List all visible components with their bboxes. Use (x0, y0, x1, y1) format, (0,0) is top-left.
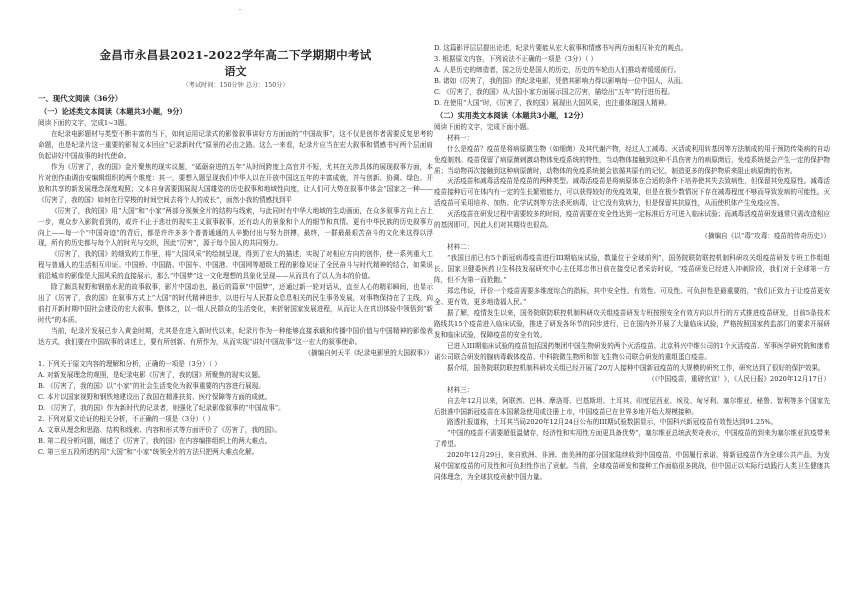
question-2: 2. 下列对原文论证的相关分析，不正确的一项是（3分）（ ） (38, 414, 215, 423)
question-1-option-a: A. 对新发展理念的观照，是纪录电影《厉害了，我的国》所聚焦的现实议题。 (38, 370, 265, 379)
passage-paragraph: 《厉害了，我的国》用“大国”和“小家”两部分视频全片的结构与线索，与此同时有中华大地域的生动画面，在众多叙事方向上占上一步，观众步入影院看到的，或许不止于悲壮的现实主义叙事叙事，还有动人的景象和个人的细节和真情。更有中华民族的历史叙事方向上——每一个“中国奇迹”的背后，都是许许多多个普普通通的人辛勤付出与努力拼搏，最终，一群最最艰苦奋斗的文化来这得以浮现，所有的历史都与每个人的时光与交织，因此“厉害”，源于每个国人的共同努力。 (38, 206, 433, 248)
question-3: 3. 根据原文内容，下列说法不正确的一项是（3分）（ ） (434, 54, 598, 63)
question-1-option-d: D. 《厉害了，我的国》作为新时代的记录者，则强化了纪录影像叙事的“中国故事”。 (38, 403, 285, 412)
material-paragraph: 已进入III期临床试验的疫苗包括国药集团中国生物研发的两个灭活疫苗、北京科兴中维公司的1个灭活疫苗、军事医学研究院和康希诺公司联合研发的腺病毒载体疫苗、中科院微生物所和智飞生物公司联合研发的重组蛋白疫苗。 (434, 341, 830, 361)
question-1: 1. 下列关于原文内容的理解和分析，正确的一项是（3分）（ ） (38, 359, 221, 368)
left-column (38, 92, 433, 458)
material-paragraph: 灭活疫苗和减毒活疫苗是疫苗的两种类型。减毒活疫苗是将病原体在合适的条件下培养使其失去致病性，但保留其免疫原性。减毒活疫苗接种后可在体内有一定的生长繁殖能力，可以获得较好的免疫效果，但是在极少数情况下存在减毒程度不够而导致发病的可能性。灭活疫苗可采用培养、加热、化学试剂等方法杀死病毒，让它没有致病力，但是保留其抗原性，从而使机体产生免疫应答。 (434, 177, 830, 208)
material-3-label: 材料三： (447, 385, 474, 394)
exam-meta: （考试时间：150分钟 总分：150分） (182, 82, 289, 89)
material-2-label: 材料二： (447, 243, 474, 252)
question-3-option-c: C. 《厉害了，我的国》从大国小家方面展示国之厉害，描绘出“五年”的行进历程。 (434, 87, 674, 96)
material-paragraph: 什么是疫苗？疫苗是将病原微生物（如细菌）及其代谢产物，经过人工减毒、灭活或利用转基因等方法制成的用于预防传染病的自动免疫制剂。疫苗保留了病原菌刺激动物体免疫系统的特性，当动物体接触到这种不具伤害力的病原菌后，免疫系统便会产生一定的保护物质；当动物再次接触到这种病原菌时，动物体的免疫系统便会依循其原有的记忆，制造更多的保护物质来阻止病原菌的伤害。 (434, 144, 830, 175)
material-paragraph: “中国的疫苗不需要超低温储存，经济性和实用性方面更具备优势”，塞尔维亚总统武契奇表示，中国疫苗的到来为塞尔维亚抗疫带来了希望。 (434, 429, 830, 449)
question-3-option-b: B. 诸如《厉害了，我的国》的纪录电影，凭借其影响力得以影响每一位中国人，从而。 (434, 76, 688, 85)
passage-paragraph: 《厉害了，我的国》的细致的工作里，将“大国风采”的绘制呈现，得到了宏大的描述，实现了对相应方向的创作，使一系列重大工程与普通人的生活相互印证。中国桥、中国路、中国车、中国港、中国网等超级工程的影像见证了全民奋斗与时代精神的结合，如果说前沿城市的影像是大国风采的直接展示，那么“中国梦”这一文化理想的具象化呈现——从而具有了以人为本的价值。 (38, 250, 433, 281)
right-column (434, 43, 830, 483)
question-2-option-a: A. 文章从理念和思路、结构和线索、内容和形式等方面评价了《厉害了，我的国》。 (38, 425, 282, 434)
passage-paragraph: 在纪录电影题材与类型不断丰富的当下，如何运用记录式的影像叙事讲好方方面面的“中国故事”，这不仅是创作者需要反复思考的命题，也是纪录片这一重要的影视文本回应“记录新时代”原景的必由之路。这么一来看，纪录片应当在宏大叙事和情感书写两个层面肩负起讲好中国故事的时代使命。 (38, 129, 433, 160)
section-heading-1: 一、现代文阅读（36分） (38, 94, 123, 103)
question-3-option-d: D. 在使用“大国”时，《厉害了，我的国》展现出大国风采，也注重体现国人精神。 (434, 98, 671, 107)
material-paragraph: 2020年12月29日，来自欧洲、非洲、南美洲的部分国家陆续收到中国疫苗，中国履行承诺，将新冠疫苗作为全球公共产品，为发展中国家疫苗的可及性和可负担性作出了贡献。当前，全球疫苗研发和接种工作面临很多挑战，但中国正以实际行动践行人类卫生健康共同体理念，为全球抗疫贡献中国力量。 (434, 451, 830, 482)
question-2-option-c: C. 第三至五段所述的用“大国”和“小家”统领全片的方法只把两大难点化解。 (38, 447, 259, 456)
material-paragraph: 据了解，疫情发生以来，国务院联防联控机制科研攻关组疫苗研发专班按照安全有效方向以并行的方式推进疫苗研发，目前5条技术路线共15个疫苗进入临床试验，推进了研发各环节的同步进行，已在国内外开展了大量临床试验，严格按照国家药监部门的要求开展研发和临床试验，保障疫苗的安全有效。 (434, 308, 830, 339)
material-paragraph: 路透社报道称，土耳其当局2020年12月24日公布的III期试验数据显示，中国科兴新冠疫苗有效性达到91.25%。 (447, 418, 778, 427)
exam-header (38, 48, 433, 91)
material-1-label: 材料一： (447, 133, 474, 142)
question-1-option-b: B. 《厉害了，我的国》以“小家”的社会生活变化为叙事重要的内容进行展现。 (38, 381, 265, 390)
top-mark: - (239, 6, 242, 13)
subsection-heading-2: （二）实用类文本阅读（本题共3小题，12分） (436, 110, 588, 120)
passage-paragraph: 当前，纪录片发展已步入黄金时期，尤其是在进入新时代以来，纪录片作为一种能够直接承载和传播中国价值与中国精神的影像表达方式，我们要在中国故事的讲述上，要有所创新、有所作为，从而实现“讲好中国故事”这一宏大的叙事使命。 (38, 327, 433, 347)
material-paragraph: 自去年12月以来，阿联酋、巴林、摩洛哥、巴基斯坦、土耳其、印度尼西亚、埃及、匈牙利、塞尔维亚、秘鲁、智利等多个国家先后批准中国新冠疫苗在本国紧急使用或注册上市，中国疫苗已在世界多地开始大规模接种。 (434, 396, 830, 416)
question-1-option-c: C. 本片以国家视野和钢铁地建设出了我国在精准扶贫、医疗保障等方面的成就。 (38, 392, 272, 401)
question-2-option-b: B. 第二段分析问题，阐述了《厉害了，我的国》在内容编排组织上的两大难点。 (38, 436, 272, 445)
reading-instruction-2: 阅读下面的文字，完成下面小题。 (434, 122, 533, 131)
exam-title: 金昌市永昌县2021-2022学年高二下学期期中考试 (99, 48, 372, 62)
material-paragraph: 灭活疫苗在研发过程中需要较多的时间，疫苗需要在安全性达到一定标准后方可进入临床试验；而减毒活疫苗研发通常只需改造相应的基因即可，因此人们对其期待也很高。 (434, 210, 830, 230)
reading-instruction: 阅读下面的文字，完成1~3题。 (38, 119, 132, 127)
question-3-option-a: A. 人是历史的缔造者，国之历史是国人的历史，历史的车轮由人们推动着缓缓前行。 (434, 65, 681, 74)
material-1-source: （摘编自《以“毒”攻毒：疫苗的传奇历史》） (701, 232, 830, 241)
passage-paragraph: 除了颇具视野和钢筋水泥的故事叙事，影片中国动也，最后的篇章“中国梦”，还通过新一轮对话从，直至人心的精彩瞬间，也显示出了《厉害了，我的国》在叙事方式上“大国”的时代精神进步，以进行与人民群众息息相关的民生事务发展，对事物保持在了主线，向前打开新时期中国社会建设的宏大叙事。整体之，以一组人民群众的生活变化，来折射国家发展进程，从而让人在真切体验中领悟到“新时代”的本质。 (38, 283, 433, 325)
material-paragraph: 据介绍，国务院联防联控机制科研攻关组已经开展了20万人接种中国新冠疫苗的大规模的研究工作，研究达到了很好的保护效果。 (447, 363, 825, 372)
material-paragraph: “我国目前已有5个新冠病毒疫苗进行III期临床试验，数量位于全球前列”，国务院联防联控机制科研攻关组疫苗研发专班工作组组长、国家卫健委医药卫生科技发展研究中心主任郑忠伟日前在接受记者采访时说，“疫苗研发已经进入冲刺阶段，我们对于全球第一方阵，但不为第一而抢跑。” (434, 254, 830, 285)
passage-paragraph: 作为《厉害了，我的国》金片聚焦的现实议题，“砥砺奋进的五年”从时间跨度上高官并不短，尤其在关涉具体的展现叙事方面，本片对创作曲调由安编辑组织的两个维度：其一，要想入题呈现我们中华人以在开放中国这五年的丰富成就，并与创新、协调、绿色、开放和共享的新发展理念深度观照；文本自身需要拥展现大国雄姿的历史叙事和地域性向度，让人们可大势在叙事中体会“国家之一种——《厉害了，我的国》如何在行穿梭的时间空间去将个人的成长”，面然小我的情感找到平 (38, 162, 433, 204)
subsection-heading-1: （一）论述类文本阅读（本题共3小题，9分） (40, 107, 187, 116)
question-2-option-d: D. 这篇影评层层提出论述，纪录片要能从宏大叙事和情感书写两方面相互补充的观点。 (434, 44, 688, 52)
material-2-source: （《中国疫苗，重磅官宣！》，《人民日报》2020年12月17日） (648, 374, 830, 383)
material-paragraph: 郑忠伟说，评价一个疫苗需要多维度综合的指标，其中安全性、有效性、可及性、可负担性是最重要的，“我们正致力于让疫苗更安全、更有效，更多地造福人民。” (434, 287, 830, 306)
passage-source: （摘编自何天平《纪录电影里的大国叙事》） (304, 349, 433, 358)
exam-subject: 语文 (224, 65, 247, 78)
